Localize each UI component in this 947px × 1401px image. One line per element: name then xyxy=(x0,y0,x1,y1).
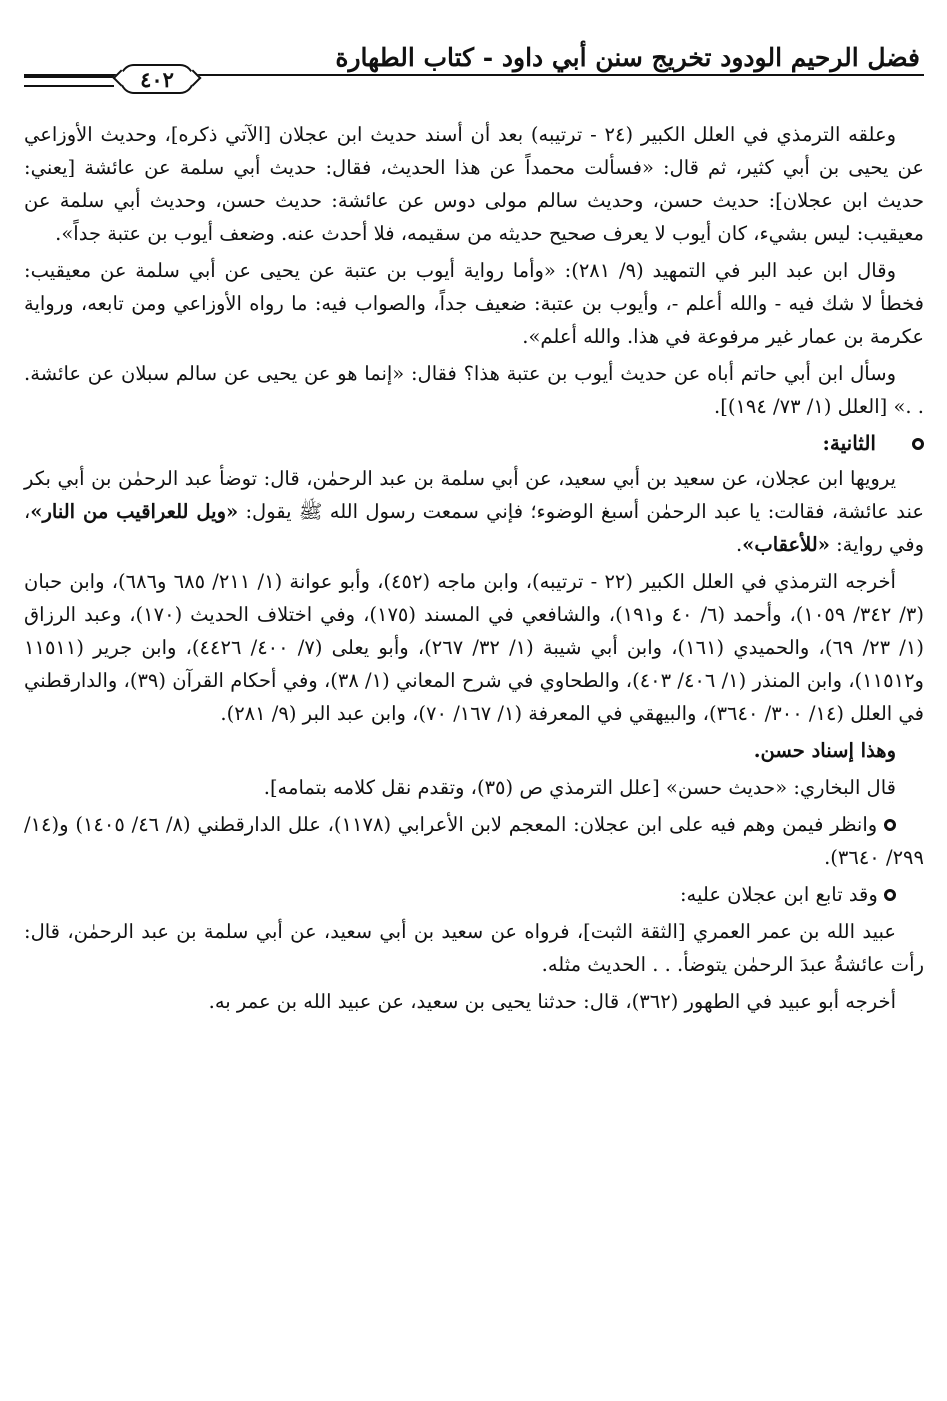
page-number-row xyxy=(24,60,924,98)
quote-text: «للأعقاب» xyxy=(742,533,830,556)
paragraph-middle: ، وفي رواية: xyxy=(24,500,924,556)
paragraph: وسأل ابن أبي حاتم أباه عن حديث أيوب بن عتبة هذا؟ فقال: «إنما هو عن يحيى عن سالم سبلان عن عائشة. . .» [العلل (١/ ٧٣/ ١٩٤)]. xyxy=(24,362,924,418)
bold-verdict: وهذا إسناد حسن. xyxy=(753,739,896,762)
paragraph xyxy=(24,462,924,561)
bullet-paragraph xyxy=(24,878,924,911)
circle-bullet-icon xyxy=(884,889,896,901)
section-heading-text: الثانية: xyxy=(822,431,876,455)
paragraph-end: . xyxy=(735,533,743,556)
body-text xyxy=(24,118,924,1022)
paragraph: أخرجه أبو عبيد في الطهور (٣٦٢)، قال: حدثنا يحيى بن سعيد، عن عبيد الله بن عمر به. xyxy=(208,990,896,1013)
bullet-text: وانظر فيمن وهم فيه على ابن عجلان: المعجم لابن الأعرابي (١١٧٨)، علل الدارقطني (٨/ ٤٦/ ١٤٠٥) و(١٤/ ٢٩٩/ ٣٦٤٠). xyxy=(24,813,924,869)
page-number: ٤٠٢ xyxy=(140,66,174,92)
quote-text: «ويل للعراقيب من النار» xyxy=(30,500,239,523)
paragraph: عبيد الله بن عمر العمري [الثقة الثبت]، فرواه عن سعيد بن أبي سعيد، عن أبي سلمة بن عبد الرحمٰن، قال: رأت عائشةُ عبدَ الرحمٰن يتوضأ. . . الحديث مثله. xyxy=(24,920,924,976)
paragraph: قال البخاري: «حديث حسن» [علل الترمذي ص (٣٥)، وتقدم نقل كلامه بتمامه]. xyxy=(263,776,896,799)
circle-bullet-icon xyxy=(912,438,924,450)
bullet-paragraph xyxy=(24,808,924,874)
paragraph: وعلقه الترمذي في العلل الكبير (٢٤ - ترتيبه) بعد أن أسند حديث ابن عجلان [الآتي ذكره]، وحديث الأوزاعي عن يحيى بن أبي كثير، ثم قال: «فسألت محمداً عن هذا الحديث، فقال: حديث أبي سلمة عن عائشة [يعني: حديث ابن عجلان]: حديث حسن، وحديث سالم مولى دوس عن عائشة: حديث حسن، وحديث أبي سلمة عن معيقيب: ليس بشيء، كان أيوب لا يعرف صحيح حديثه من سقيمه، فلا أحدث عنه. وضعف أيوب بن عتبة جداً». xyxy=(24,123,924,245)
decorative-double-rule xyxy=(24,76,114,87)
paragraph-lead: يرويها ابن عجلان، عن سعيد بن أبي سعيد، عن أبي سلمة بن عبد الرحمٰن، قال: توضأ عبد الرحمٰن بن أبي بكر عند عائشة، فقالت: يا عبد الرحمٰن أسبغ الوضوء؛ فإني سمعت رسول الله ﷺ يقول: xyxy=(24,467,924,523)
running-title: فضل الرحيم الودود تخريج سنن أبي داود - كتاب الطهارة xyxy=(335,43,920,72)
circle-bullet-icon xyxy=(884,819,896,831)
bullet-text: وقد تابع ابن عجلان عليه: xyxy=(679,883,878,906)
paragraph: وقال ابن عبد البر في التمهيد (٩/ ٢٨١): «وأما رواية أيوب بن عتبة عن يحيى عن أبي سلمة عن معيقيب: فخطأ لا شك فيه - والله أعلم -، وأيوب بن عتبة: ضعيف جداً، والصواب فيه: ما رواه الأوزاعي ومن تابعه، ورواية عكرمة بن عمار غير مرفوعة في هذا. والله أعلم». xyxy=(24,259,924,348)
page-number-badge xyxy=(120,64,194,94)
section-heading xyxy=(24,427,924,460)
paragraph: أخرجه الترمذي في العلل الكبير (٢٢ - ترتيبه)، وابن ماجه (٤٥٢)، وأبو عوانة (١/ ٢١١/ ٦٨٥ و٦٨٦)، وابن حبان (٣/ ٣٤٢/ ١٠٥٩)، وأحمد (٦/ ٤٠ و١٩١)، والشافعي في المسند (١٧٥)، وفي اختلاف الحديث (١٧٠)، وعبد الرزاق (١/ ٢٣/ ٦٩)، والحميدي (١٦١)، وابن أبي شيبة (١/ ٣٢/ ٢٦٧)، وأبو يعلى (٧/ ٤٠٠/ ٤٤٢٦)، وابن جرير (١١٥١١ و١١٥١٢)، وابن المنذر (١/ ٤٠٦/ ٤٠٣)، والطحاوي في شرح المعاني (١/ ٣٨)، وفي أحكام القرآن (٣٩)، والدارقطني في العلل (١٤/ ٣٠٠/ ٣٦٤٠)، والبيهقي في المعرفة (١/ ١٦٧/ ٧٠)، وابن عبد البر (٩/ ٢٨١). xyxy=(24,570,924,725)
book-page xyxy=(24,0,924,1401)
